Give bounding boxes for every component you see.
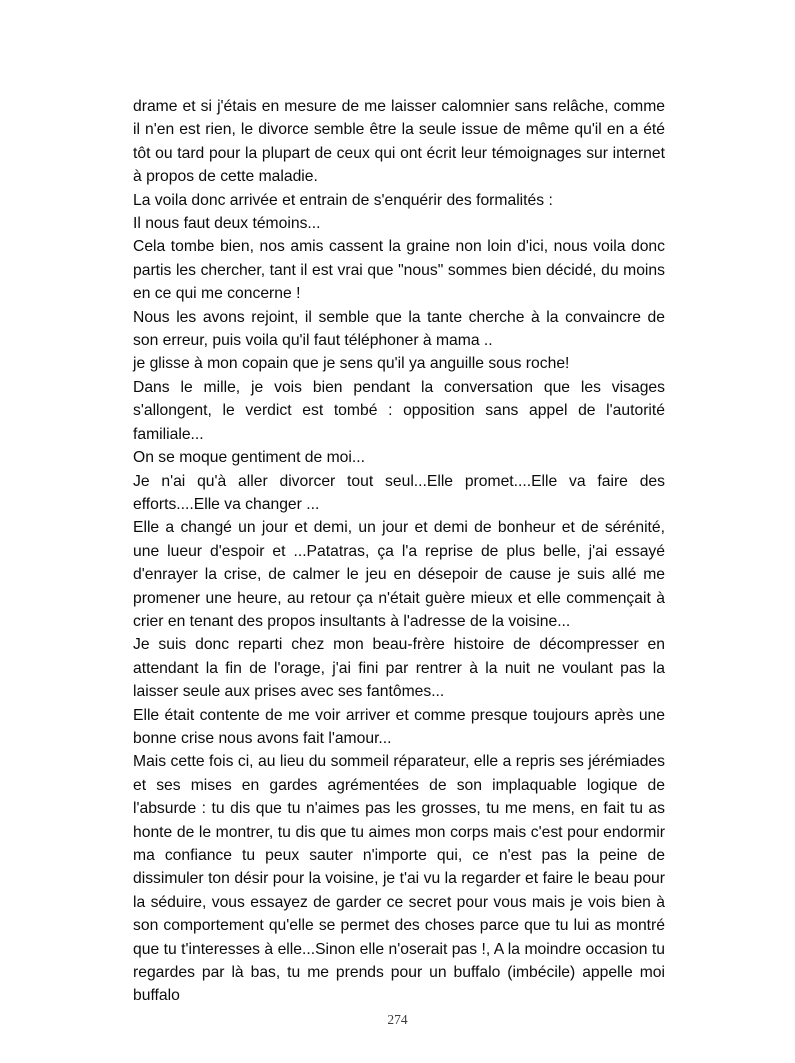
paragraph: Elle était contente de me voir arriver et comme presque toujours après une bonne crise nous avons fait l'amour...	[133, 706, 665, 747]
paragraph: Nous les avons rejoint, il semble que la tante cherche à la convaincre de son erreur, puis voila qu'il faut téléphoner à mama ..	[133, 308, 665, 350]
paragraph: Cela tombe bien, nos amis cassent la graine non loin d'ici, nous voila donc partis les chercher, tant il est vrai que "nous" sommes bien décidé, du moins en ce qui me concerne !	[133, 238, 665, 303]
paragraph: Il nous faut deux témoins...	[133, 215, 321, 233]
paragraph: drame et si j'étais en mesure de me laisser calomnier sans relâche, comme il n'en est rien, le divorce semble être la seule issue de même qu'il en a été tôt ou tard pour la plupart de ceux qui ont écrit leur témoignages sur internet à propos de cette maladie.	[133, 98, 665, 186]
paragraph: On se moque gentiment de moi...	[133, 449, 365, 467]
paragraph: La voila donc arrivée et entrain de s'enquérir des formalités :	[133, 191, 553, 209]
paragraph: Dans le mille, je vois bien pendant la conversation que les visages s'allongent, le verdict est tombé : opposition sans appel de l'autorité familiale...	[133, 378, 665, 443]
paragraph: Je suis donc reparti chez mon beau-frère histoire de décompresser en attendant la fin de l'orage, j'ai fini par rentrer à la nuit ne voulant pas la laisser seule aux prises avec ses fantômes...	[133, 636, 665, 701]
paragraph: Je n'ai qu'à aller divorcer tout seul...Elle promet....Elle va faire des efforts....Elle va changer ...	[133, 472, 665, 513]
paragraph: Elle a changé un jour et demi, un jour et demi de bonheur et de sérénité, une lueur d'espoir et ...Patatras, ça l'a reprise de plus belle, j'ai essayé d'enrayer la crise, de calmer le jeu en désepoir de cause je suis allé me promener une heure, au retour ça n'était guère mieux et elle commençait à crier en tenant des propos insultants à l'adresse de la voisine...	[133, 519, 665, 630]
body-text	[133, 95, 665, 1008]
paragraph: je glisse à mon copain que je sens qu'il ya anguille sous roche!	[133, 355, 570, 373]
paragraph: Mais cette fois ci, au lieu du sommeil réparateur, elle a repris ses jérémiades et ses mises en gardes agrémentées de son implaquable logique de l'absurde : tu dis que tu n'aimes pas les grosses, tu me mens, en fait tu as honte de le montrer, tu dis que tu aimes mon corps mais c'est pour endormir ma confiance tu peux sauter n'importe qui, ce n'est pas la peine de dissimuler ton désir pour la voisine, je t'ai vu la regarder et faire le beau pour la séduire, vous essayez de garder ce secret pour vous mais je vois bien à son comportement qu'elle se permet des choses parce que tu lui as montré que tu t'interesses à elle...Sinon elle n'oserait pas !, A la moindre occasion tu regardes par là bas, tu me prends pour un buffalo (imbécile) appelle moi buffalo	[133, 753, 665, 1005]
page-number: 274	[387, 1012, 408, 1027]
